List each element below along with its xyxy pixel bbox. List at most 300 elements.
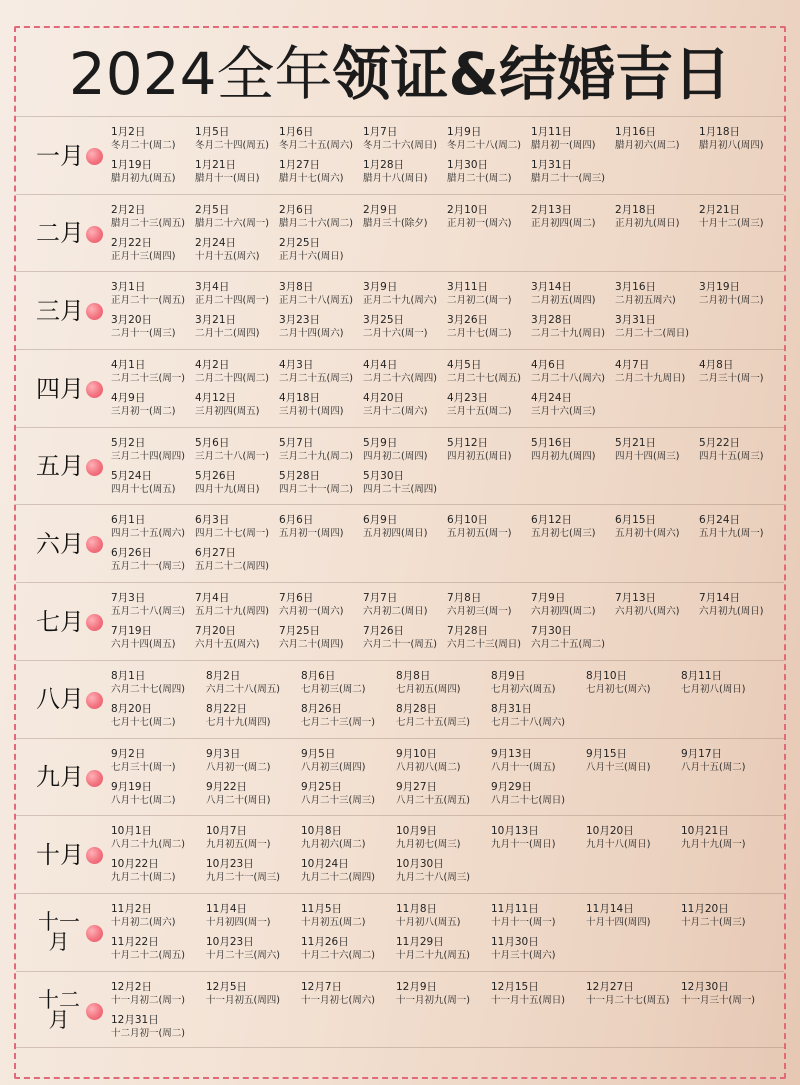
date-line [111, 980, 781, 1013]
lunar-date: 正月初一(周六) [447, 217, 512, 229]
lunar-date: 腊月三十(除夕) [363, 217, 428, 229]
lunar-date: 十月初五(周二) [301, 916, 366, 928]
month-row [16, 194, 784, 272]
solar-date: 5月16日 [531, 436, 573, 449]
lunar-date: 六月二十(周四) [279, 639, 344, 651]
solar-date: 5月30日 [363, 469, 405, 482]
lunar-date: 五月二十二(周四) [195, 561, 269, 573]
solar-date: 3月20日 [111, 314, 153, 327]
date-entry [396, 780, 486, 808]
date-entry [195, 591, 285, 619]
lunar-date: 二月十四(周六) [279, 328, 344, 340]
solar-date: 2月25日 [279, 236, 321, 249]
date-entry [279, 158, 369, 186]
solar-date: 8月8日 [396, 669, 431, 682]
lunar-date: 八月十一(周五) [491, 761, 556, 773]
month-name: 九月 [36, 763, 84, 791]
lunar-date: 十月十四(周四) [586, 916, 651, 928]
lunar-date: 四月十九(周日) [195, 483, 260, 495]
solar-date: 10月9日 [396, 825, 438, 838]
lunar-date: 腊月二十六(周二) [279, 217, 353, 229]
date-entry [301, 702, 391, 730]
date-line [111, 1013, 781, 1046]
date-entry [206, 980, 296, 1008]
solar-date: 2月13日 [531, 203, 573, 216]
month-name: 一月 [36, 141, 84, 170]
solar-date: 6月10日 [447, 514, 489, 527]
pink-dot-icon [86, 381, 103, 398]
lunar-date: 二月初五周六) [615, 295, 676, 307]
solar-date: 10月7日 [206, 825, 248, 838]
date-entry [447, 391, 537, 419]
solar-date: 5月26日 [195, 469, 237, 482]
lunar-date: 腊月二十(周二) [447, 173, 512, 184]
solar-date: 1月7日 [363, 126, 398, 138]
solar-date: 11月26日 [301, 935, 349, 948]
solar-date: 4月24日 [531, 392, 573, 405]
solar-date: 5月28日 [279, 469, 321, 482]
lunar-date: 七月三十(周一) [111, 761, 176, 773]
date-entry [447, 203, 537, 231]
lunar-date: 九月二十(周二) [111, 872, 176, 884]
solar-date: 1月31日 [531, 159, 573, 171]
solar-date: 1月21日 [195, 159, 237, 171]
solar-date: 12月15日 [491, 980, 539, 993]
solar-date: 12月5日 [206, 980, 248, 993]
solar-date: 9月3日 [206, 747, 241, 760]
date-entry [111, 125, 201, 153]
month-name: 三月 [36, 296, 84, 325]
month-row [16, 349, 784, 427]
lunar-date: 二月初二(周一) [447, 295, 512, 307]
date-line [111, 824, 781, 857]
lunar-date: 正月二十九(周六) [363, 295, 437, 307]
lunar-date: 五月初十(周六) [615, 528, 680, 540]
lunar-date: 九月十一(周日) [491, 839, 556, 851]
date-entry [531, 624, 621, 652]
lunar-date: 六月二十一(周五) [363, 639, 437, 651]
solar-date: 6月6日 [279, 514, 314, 527]
solar-date: 4月3日 [279, 359, 314, 372]
date-entry [301, 980, 391, 1008]
solar-date: 8月10日 [586, 669, 628, 682]
solar-date: 3月8日 [279, 281, 314, 294]
date-entry [531, 358, 621, 386]
solar-date: 7月9日 [531, 592, 566, 605]
month-list [16, 116, 784, 1048]
date-entry [491, 780, 581, 808]
solar-date: 2月24日 [195, 236, 237, 249]
solar-date: 8月2日 [206, 669, 241, 682]
solar-date: 8月9日 [491, 669, 526, 682]
title-main: 领证&结婚吉日 [332, 40, 732, 108]
solar-date: 7月25日 [279, 625, 321, 638]
lunar-date: 五月十九(周一) [699, 528, 764, 540]
solar-date: 12月27日 [586, 980, 634, 993]
solar-date: 5月9日 [363, 436, 398, 449]
lunar-date: 九月二十八(周三) [396, 872, 470, 884]
date-entry [279, 125, 369, 153]
date-line [111, 436, 781, 469]
date-line [111, 513, 781, 546]
lunar-date: 十月初四(周一) [206, 916, 271, 928]
solar-date: 5月21日 [615, 436, 657, 449]
lunar-date: 二月十七(周二) [447, 328, 512, 340]
date-entry [681, 980, 771, 1008]
solar-date: 9月10日 [396, 747, 438, 760]
lunar-date: 七月初六(周五) [491, 683, 556, 695]
date-entry [301, 824, 391, 852]
date-grid [111, 125, 781, 191]
lunar-date: 十月二十二(周五) [111, 949, 185, 961]
date-entry [279, 624, 369, 652]
date-entry [111, 280, 201, 308]
lunar-date: 腊月十八(周日) [363, 173, 428, 184]
lunar-date: 七月二十五(周三) [396, 716, 470, 728]
lunar-date: 二月二十五(周三) [279, 373, 353, 385]
lunar-date: 八月二十三(周三) [301, 794, 375, 806]
date-entry [586, 980, 676, 1008]
date-entry [615, 436, 705, 464]
lunar-date: 十月二十六(周二) [301, 949, 375, 961]
lunar-date: 五月二十九(周四) [195, 606, 269, 618]
solar-date: 1月19日 [111, 159, 153, 171]
date-entry [111, 980, 201, 1008]
pink-dot-icon [86, 614, 103, 631]
date-entry [111, 824, 201, 852]
lunar-date: 十月初二(周六) [111, 916, 176, 928]
lunar-date: 四月十四(周三) [615, 450, 680, 462]
date-entry [447, 624, 537, 652]
solar-date: 2月18日 [615, 203, 657, 216]
lunar-date: 三月十五(周二) [447, 406, 512, 418]
date-line [111, 702, 781, 735]
date-line [111, 469, 781, 502]
lunar-date: 三月初四(周五) [195, 406, 260, 418]
date-entry [301, 857, 391, 885]
solar-date: 9月19日 [111, 780, 153, 793]
date-grid [111, 669, 781, 735]
lunar-date: 腊月初九(周五) [111, 173, 176, 184]
lunar-date: 腊月十一(周日) [195, 173, 260, 184]
lunar-date: 四月二十五(周六) [111, 528, 185, 540]
lunar-date: 冬月二十五(周六) [279, 140, 353, 151]
solar-date: 7月26日 [363, 625, 405, 638]
date-line [111, 313, 781, 346]
lunar-date: 二月二十七(周五) [447, 373, 521, 385]
solar-date: 4月9日 [111, 392, 146, 405]
date-entry [531, 313, 621, 341]
date-entry [279, 436, 369, 464]
lunar-date: 二月二十三(周一) [111, 373, 185, 385]
solar-date: 7月4日 [195, 592, 230, 605]
date-grid [111, 747, 781, 813]
solar-date: 9月5日 [301, 747, 336, 760]
solar-date: 9月13日 [491, 747, 533, 760]
date-entry [363, 158, 453, 186]
month-name: 五月 [36, 452, 84, 481]
date-entry [615, 513, 705, 541]
solar-date: 4月20日 [363, 392, 405, 405]
date-grid [111, 824, 781, 890]
solar-date: 10月1日 [111, 825, 153, 838]
date-entry [531, 203, 621, 231]
lunar-date: 六月二十八(周五) [206, 683, 280, 695]
date-entry [111, 358, 201, 386]
date-entry [396, 824, 486, 852]
date-entry [396, 935, 486, 963]
date-line [111, 747, 781, 780]
solar-date: 10月30日 [396, 858, 444, 871]
date-entry [681, 747, 771, 775]
date-entry [531, 125, 621, 153]
solar-date: 4月18日 [279, 392, 321, 405]
lunar-date: 十二月初一(周二) [111, 1027, 185, 1039]
solar-date: 6月1日 [111, 514, 146, 527]
solar-date: 1月2日 [111, 126, 146, 138]
lunar-date: 三月初十(周四) [279, 406, 344, 418]
date-entry [301, 669, 391, 697]
date-grid [111, 980, 781, 1046]
date-entry [363, 513, 453, 541]
date-entry [301, 747, 391, 775]
lunar-date: 十一月三十(周一) [681, 994, 755, 1006]
date-line [111, 902, 781, 935]
date-entry [396, 857, 486, 885]
lunar-date: 四月二十三(周四) [363, 483, 437, 495]
lunar-date: 腊月初八(周四) [699, 140, 764, 151]
date-entry [195, 280, 285, 308]
date-entry [396, 669, 486, 697]
lunar-date: 正月初四(周二) [531, 217, 596, 229]
solar-date: 3月4日 [195, 281, 230, 294]
month-name: 十月 [36, 840, 84, 869]
date-entry [111, 624, 201, 652]
month-row [16, 738, 784, 816]
lunar-date: 七月十七(周二) [111, 716, 176, 728]
solar-date: 3月14日 [531, 281, 573, 294]
lunar-date: 六月初四(周二) [531, 606, 596, 618]
date-entry [301, 780, 391, 808]
solar-date: 8月22日 [206, 702, 248, 715]
lunar-date: 五月二十八(周三) [111, 606, 185, 618]
lunar-date: 二月三十(周一) [699, 373, 764, 385]
lunar-date: 九月十九(周一) [681, 839, 746, 851]
date-entry [491, 980, 581, 1008]
pink-dot-icon [86, 925, 103, 942]
date-entry [531, 436, 621, 464]
lunar-date: 腊月十七(周六) [279, 173, 344, 184]
solar-date: 8月26日 [301, 702, 343, 715]
lunar-date: 十月二十(周三) [681, 916, 746, 928]
solar-date: 1月9日 [447, 126, 482, 138]
solar-date: 12月2日 [111, 980, 153, 993]
solar-date: 1月16日 [615, 126, 657, 138]
solar-date: 4月7日 [615, 359, 650, 372]
lunar-date: 二月二十六(周四) [363, 373, 437, 385]
pink-dot-icon [86, 1003, 103, 1020]
lunar-date: 九月初六(周二) [301, 839, 366, 851]
solar-date: 1月11日 [531, 126, 573, 138]
date-entry [447, 280, 537, 308]
lunar-date: 六月十四(周五) [111, 639, 176, 651]
lunar-date: 二月二十九(周日) [531, 328, 605, 340]
lunar-date: 冬月二十(周二) [111, 140, 176, 151]
date-entry [111, 935, 201, 963]
date-grid [111, 436, 781, 502]
solar-date: 2月6日 [279, 203, 314, 216]
lunar-date: 腊月初一(周四) [531, 140, 596, 151]
date-entry [491, 702, 581, 730]
solar-date: 10月21日 [681, 825, 729, 838]
lunar-date: 五月初七(周三) [531, 528, 596, 540]
page-title [0, 34, 800, 114]
solar-date: 7月20日 [195, 625, 237, 638]
date-entry [363, 203, 453, 231]
lunar-date: 八月二十五(周五) [396, 794, 470, 806]
date-line [111, 203, 781, 236]
pink-dot-icon [86, 148, 103, 165]
solar-date: 6月26日 [111, 547, 153, 560]
date-entry [111, 436, 201, 464]
lunar-date: 九月二十一(周三) [206, 872, 280, 884]
solar-date: 5月12日 [447, 436, 489, 449]
date-grid [111, 902, 781, 968]
date-entry [206, 780, 296, 808]
lunar-date: 腊月二十一(周三) [531, 173, 605, 184]
date-line [111, 591, 781, 624]
lunar-date: 八月二十七(周日) [491, 794, 565, 806]
date-entry [447, 313, 537, 341]
lunar-date: 三月二十九(周二) [279, 450, 353, 462]
solar-date: 7月28日 [447, 625, 489, 638]
lunar-date: 冬月二十八(周二) [447, 140, 521, 151]
date-line [111, 546, 781, 579]
month-row [16, 893, 784, 971]
lunar-date: 十一月初七(周六) [301, 994, 375, 1006]
date-entry [279, 280, 369, 308]
date-entry [111, 158, 201, 186]
solar-date: 6月3日 [195, 514, 230, 527]
solar-date: 1月27日 [279, 159, 321, 171]
lunar-date: 十月十二(周三) [699, 217, 764, 229]
lunar-date: 九月初五(周一) [206, 839, 271, 851]
date-line [111, 780, 781, 813]
solar-date: 11月22日 [111, 935, 159, 948]
solar-date: 12月30日 [681, 980, 729, 993]
solar-date: 5月6日 [195, 436, 230, 449]
lunar-date: 十月初八(周五) [396, 916, 461, 928]
pink-dot-icon [86, 226, 103, 243]
solar-date: 7月3日 [111, 592, 146, 605]
lunar-date: 四月初二(周四) [363, 450, 428, 462]
solar-date: 8月1日 [111, 669, 146, 682]
lunar-date: 三月二十四(周四) [111, 450, 185, 462]
lunar-date: 二月十一(周三) [111, 328, 176, 340]
date-entry [681, 902, 771, 930]
lunar-date: 三月十六(周三) [531, 406, 596, 418]
lunar-date: 正月十六(周日) [279, 250, 344, 262]
lunar-date: 七月初三(周二) [301, 683, 366, 695]
solar-date: 10月8日 [301, 825, 343, 838]
lunar-date: 四月初九(周四) [531, 450, 596, 462]
lunar-date: 八月二十九(周二) [111, 839, 185, 851]
date-entry [615, 203, 705, 231]
date-entry [615, 591, 705, 619]
solar-date: 2月22日 [111, 236, 153, 249]
lunar-date: 六月二十五(周二) [531, 639, 605, 651]
solar-date: 9月29日 [491, 780, 533, 793]
solar-date: 12月9日 [396, 980, 438, 993]
lunar-date: 五月初四(周日) [363, 528, 428, 540]
date-entry [586, 824, 676, 852]
lunar-date: 八月十五(周二) [681, 761, 746, 773]
date-entry [363, 125, 453, 153]
solar-date: 10月13日 [491, 825, 539, 838]
solar-date: 5月24日 [111, 469, 153, 482]
lunar-date: 腊月初六(周二) [615, 140, 680, 151]
date-line [111, 857, 781, 890]
solar-date: 7月30日 [531, 625, 573, 638]
solar-date: 4月4日 [363, 359, 398, 372]
date-entry [363, 391, 453, 419]
lunar-date: 四月十五(周三) [699, 450, 764, 462]
solar-date: 2月5日 [195, 203, 230, 216]
date-entry [111, 591, 201, 619]
date-entry [111, 747, 201, 775]
date-entry [111, 902, 201, 930]
date-entry [531, 513, 621, 541]
lunar-date: 正月初九(周日) [615, 217, 680, 229]
lunar-date: 十一月二十七(周五) [586, 994, 670, 1006]
date-entry [206, 857, 296, 885]
solar-date: 8月28日 [396, 702, 438, 715]
date-entry [279, 358, 369, 386]
lunar-date: 三月十二(周六) [363, 406, 428, 418]
solar-date: 6月12日 [531, 514, 573, 527]
solar-date: 10月24日 [301, 858, 349, 871]
date-line [111, 391, 781, 424]
solar-date: 11月14日 [586, 902, 634, 915]
solar-date: 7月13日 [615, 592, 657, 605]
lunar-date: 八月初八(周二) [396, 761, 461, 773]
lunar-date: 四月二十七(周一) [195, 528, 269, 540]
solar-date: 3月23日 [279, 314, 321, 327]
solar-date: 11月20日 [681, 902, 729, 915]
date-entry [699, 125, 789, 153]
date-entry [699, 513, 789, 541]
date-entry [447, 591, 537, 619]
lunar-date: 五月二十一(周三) [111, 561, 185, 573]
lunar-date: 正月二十八(周五) [279, 295, 353, 307]
month-row [16, 427, 784, 505]
date-entry [111, 702, 201, 730]
date-entry [531, 158, 621, 186]
month-name: 四月 [36, 374, 84, 403]
date-entry [195, 203, 285, 231]
solar-date: 12月31日 [111, 1013, 159, 1026]
month-name: 十一月 [38, 910, 80, 955]
solar-date: 3月19日 [699, 281, 741, 294]
lunar-date: 四月十七(周五) [111, 483, 176, 495]
lunar-date: 七月初八(周日) [681, 683, 746, 695]
solar-date: 10月23日 [206, 935, 254, 948]
date-grid [111, 280, 781, 346]
solar-date: 1月28日 [363, 159, 405, 171]
date-grid [111, 203, 781, 269]
lunar-date: 七月二十八(周六) [491, 716, 565, 728]
lunar-date: 六月二十三(周日) [447, 639, 521, 651]
